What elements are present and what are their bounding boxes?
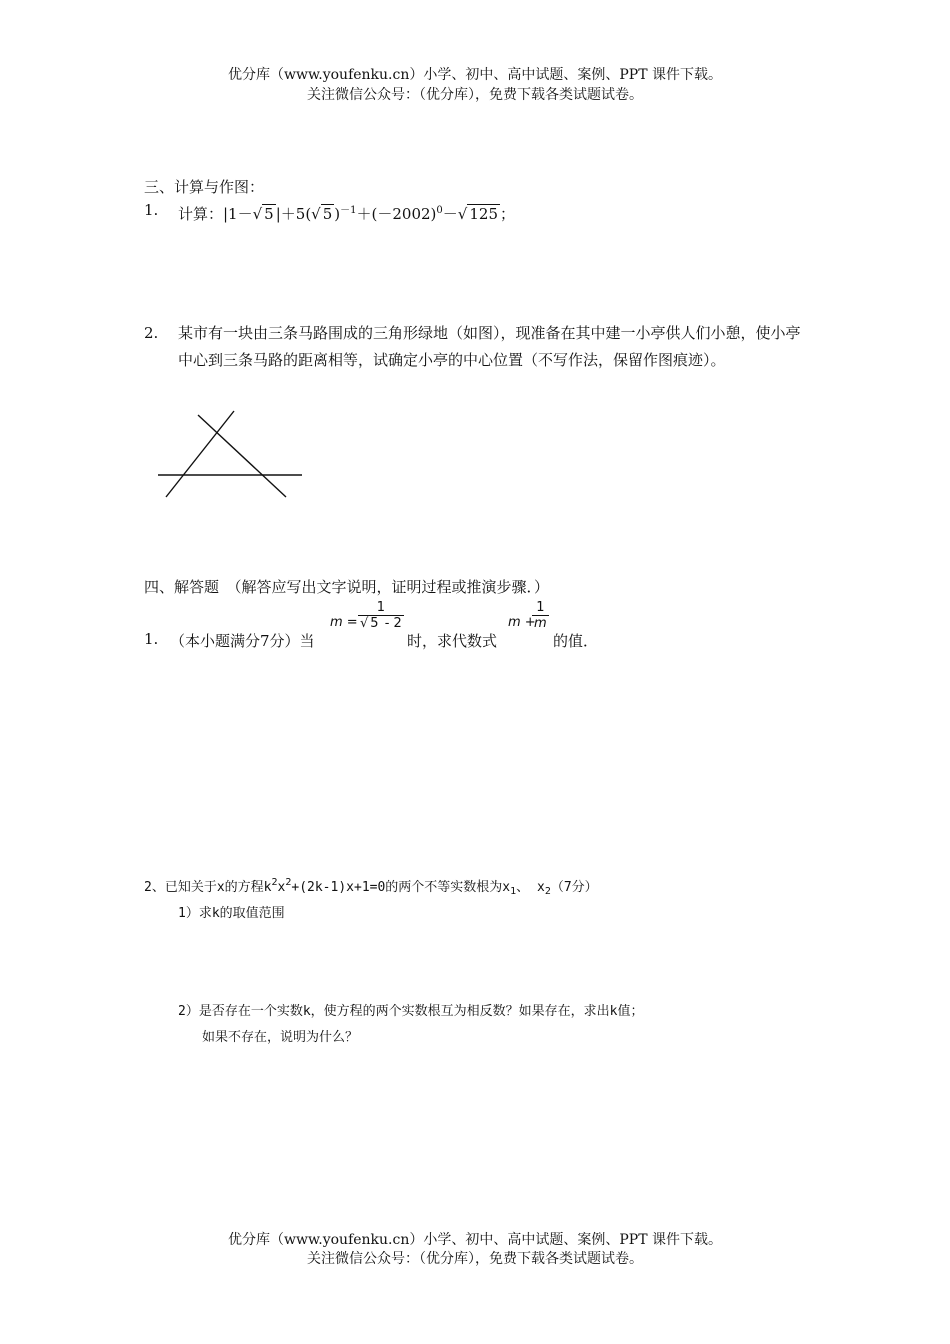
- section3-q2-number: 2.: [144, 324, 159, 342]
- section3-q2-text: 某市有一块由三条马路围成的三角形绿地（如图），现准备在其中建一小亭供人们小憩，使小亭中心到三条马路的距离相等，试确定小亭的中心位置（不写作法，保留作图痕迹）。: [178, 324, 801, 369]
- page-header-line2: 关注微信公众号：（优分库），免费下载各类试题试卷。: [307, 87, 643, 103]
- section4-q1-expr-fraction: $\frac{1}{m}$: [534, 600, 547, 631]
- triangle-roads-figure: [150, 405, 310, 505]
- section4-q1-mid: 时，求代数式: [407, 632, 498, 650]
- section4-q1-prefix: （本小题满分7分）当: [170, 632, 315, 650]
- section3-q1-number: 1.: [144, 201, 159, 219]
- sqrt-symbol: √: [311, 205, 321, 223]
- sqrt-symbol: √: [252, 205, 263, 223]
- section3-q1-expression: 计算：|1－√ 5 |＋5(√ 5 )$^{-1}+(-2002)^0-√$ 125 ；: [178, 205, 516, 223]
- section4-q1-m-equals: m =: [330, 615, 358, 630]
- section4-q1-expr-left: m +: [508, 615, 536, 630]
- section4-q1-end: 的值．: [553, 632, 599, 650]
- section4-q1-fraction: $\frac{1}{√ 5 - 2}$: [360, 600, 402, 631]
- section3-title: 三、计算与作图：: [144, 178, 265, 196]
- page-footer-line2: 关注微信公众号：（优分库），免费下载各类试题试卷。: [307, 1251, 643, 1267]
- page-footer-line1: 优分库（www.youfenku.cn）小学、初中、高中试题、案例、PPT 课件下载。: [227, 1232, 722, 1248]
- section4-q2-part2-line2: 如果不存在，说明为什么？: [202, 1030, 359, 1045]
- sqrt-symbol: √: [457, 205, 468, 223]
- sqrt-symbol: √: [360, 616, 369, 631]
- section4-title: 四、解答题 （解答应写出文字说明，证明过程或推演步骤．）: [144, 578, 550, 596]
- section4-q2-part2-line1: 2）是否存在一个实数k，使方程的两个实数根互为相反数？如果存在，求出k值；: [178, 1004, 644, 1019]
- section4-q2-statement: 2、已知关于x的方程$k^2x^2+(2k-1)x+1=0$的两个不等实数根为$x_1$、 $x_2(7$分）: [144, 877, 598, 897]
- road-line-left: [166, 411, 234, 497]
- section4-q1-number: 1.: [144, 630, 159, 648]
- page-header-line1: 优分库（www.youfenku.cn）小学、初中、高中试题、案例、PPT 课件下载。: [227, 67, 722, 83]
- road-line-right: [198, 415, 286, 497]
- section4-q2-part1: 1）求k的取值范围: [178, 906, 285, 921]
